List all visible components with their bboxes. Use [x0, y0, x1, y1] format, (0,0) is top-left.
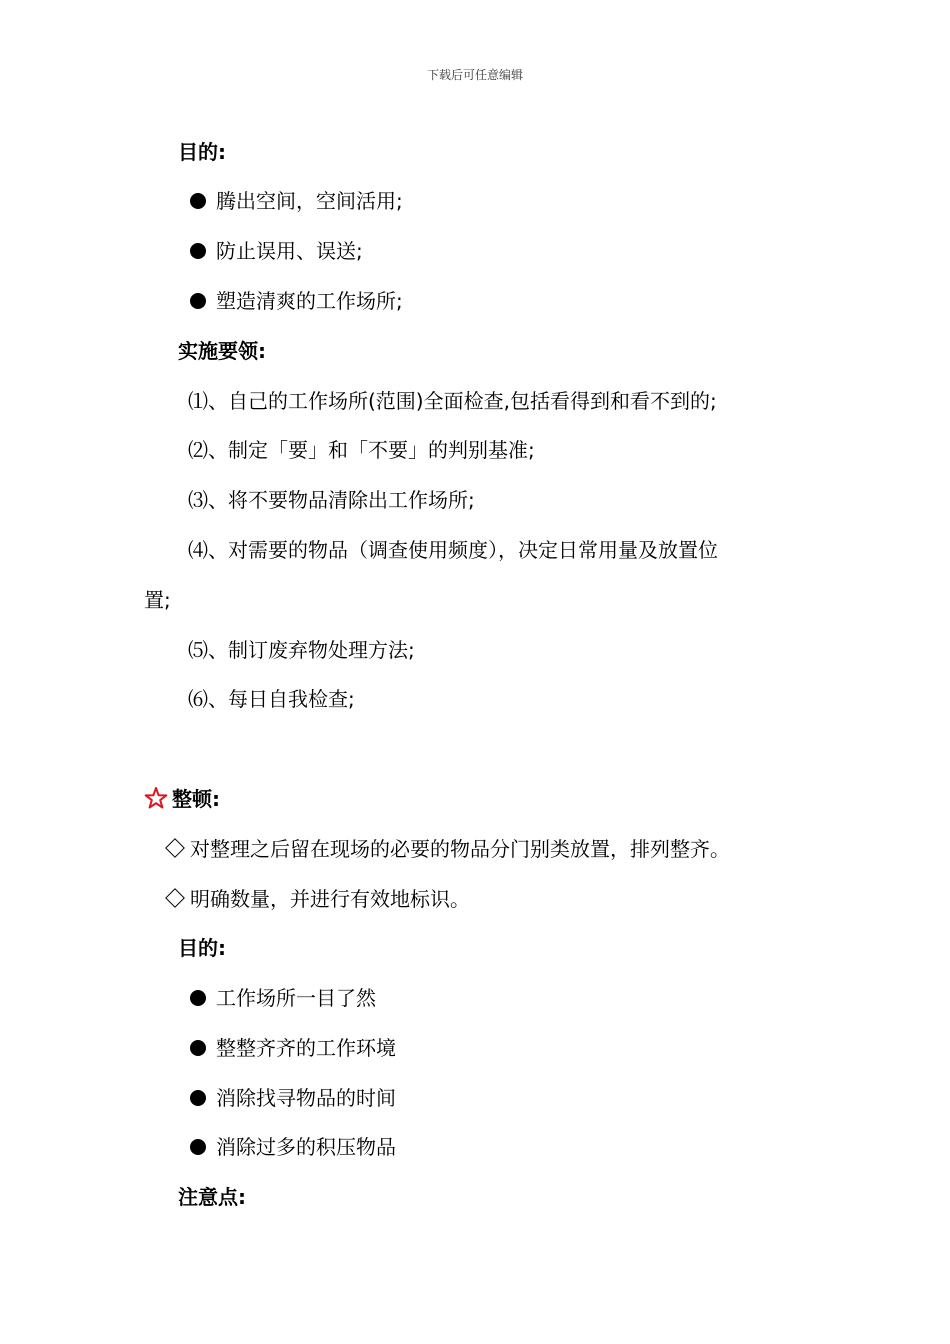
method-step: ⑸、制订废弃物处理方法; [188, 638, 415, 662]
bullet-icon [190, 1090, 206, 1106]
arrange-purpose-item [190, 1035, 396, 1061]
method-step: ⑴、自己的工作场所(范围)全面检查,包括看得到和看不到的; [188, 389, 717, 413]
bullet-icon [190, 293, 206, 309]
notes-heading: 注意点: [178, 1185, 246, 1209]
arrange-purpose-text: 消除找寻物品的时间 [216, 1086, 396, 1110]
purpose-item [190, 238, 363, 264]
method-step: ⑶、将不要物品清除出工作场所; [188, 488, 475, 512]
definition-item [164, 836, 730, 862]
diamond-icon [165, 838, 185, 858]
purpose-heading: 目的: [178, 140, 226, 164]
definition-item [164, 886, 470, 912]
star-icon [144, 786, 168, 810]
arrange-purpose-heading: 目的: [178, 936, 226, 960]
arrange-purpose-item [190, 1134, 396, 1160]
arrange-purpose-text: 工作场所一目了然 [216, 986, 376, 1010]
definition-text: 明确数量，并进行有效地标识。 [190, 887, 470, 911]
method-step-continuation: 置; [144, 588, 171, 612]
bullet-icon [190, 1040, 206, 1056]
purpose-item [190, 188, 403, 214]
method-step: ⑹、每日自我检查; [188, 687, 355, 711]
arrange-purpose-item [190, 985, 376, 1011]
arrange-heading [144, 786, 220, 812]
bullet-icon [190, 990, 206, 1006]
purpose-item-text: 塑造清爽的工作场所; [216, 289, 403, 313]
method-heading: 实施要领: [178, 339, 266, 363]
bullet-icon [190, 1139, 206, 1155]
arrange-purpose-item [190, 1085, 396, 1111]
method-step: ⑵、制定「要」和「不要」的判别基准; [188, 438, 535, 462]
bullet-icon [190, 193, 206, 209]
arrange-purpose-text: 消除过多的积压物品 [216, 1135, 396, 1159]
purpose-item [190, 288, 403, 314]
method-step: ⑷、对需要的物品（调查使用频度），决定日常用量及放置位 [188, 538, 718, 562]
arrange-title: 整顿: [172, 787, 220, 811]
page-header-note: 下载后可任意编辑 [426, 68, 523, 82]
definition-text: 对整理之后留在现场的必要的物品分门别类放置，排列整齐。 [190, 837, 730, 861]
arrange-purpose-text: 整整齐齐的工作环境 [216, 1036, 396, 1060]
bullet-icon [190, 243, 206, 259]
purpose-item-text: 防止误用、误送; [216, 239, 363, 263]
purpose-item-text: 腾出空间，空间活用; [216, 189, 403, 213]
diamond-icon [165, 888, 185, 908]
